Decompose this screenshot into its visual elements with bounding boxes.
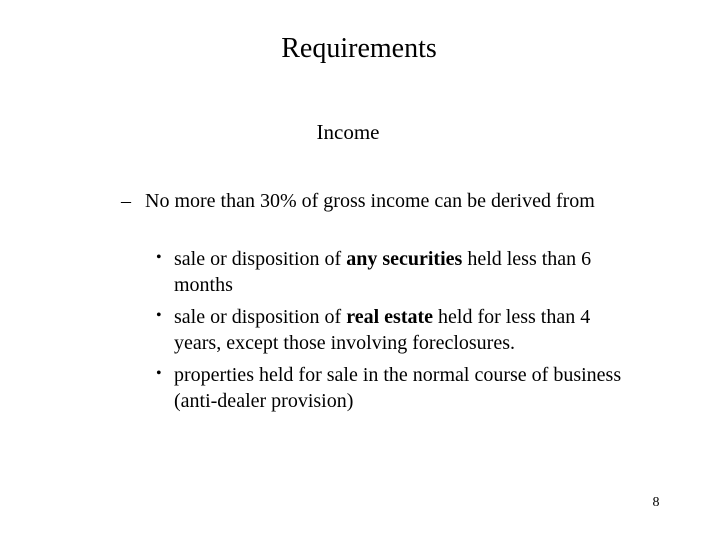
sub-point-text-before: sale or disposition of	[174, 248, 347, 270]
sub-point-properties	[156, 362, 636, 414]
bullet-marker: •	[156, 307, 162, 324]
sub-point-real-estate	[156, 304, 636, 356]
sub-point-emphasis: real estate	[346, 306, 434, 328]
sub-point-text-before: sale or disposition of	[174, 306, 347, 328]
sub-point-text-after: held for less than 4 years, except those involving foreclosures.	[174, 306, 591, 354]
sub-point-emphasis: any securities	[346, 248, 463, 270]
main-point-text: No more than 30% of gross income can be derived from	[145, 190, 595, 212]
slide-subtitle: Income	[316, 120, 380, 144]
bullet-marker: •	[156, 365, 162, 382]
sub-point-text-after: held less than 6 months	[174, 248, 592, 296]
sub-point-securities	[156, 246, 636, 298]
bullet-marker: •	[156, 249, 162, 266]
slide-title: Requirements	[281, 33, 437, 64]
page-number: 8	[652, 495, 660, 510]
sub-point-text: properties held for sale in the normal course of business (anti-dealer provision)	[174, 364, 622, 412]
sub-point-text	[174, 246, 636, 298]
main-point	[121, 188, 641, 214]
dash-marker: –	[121, 190, 131, 212]
sub-point-text	[174, 304, 636, 356]
